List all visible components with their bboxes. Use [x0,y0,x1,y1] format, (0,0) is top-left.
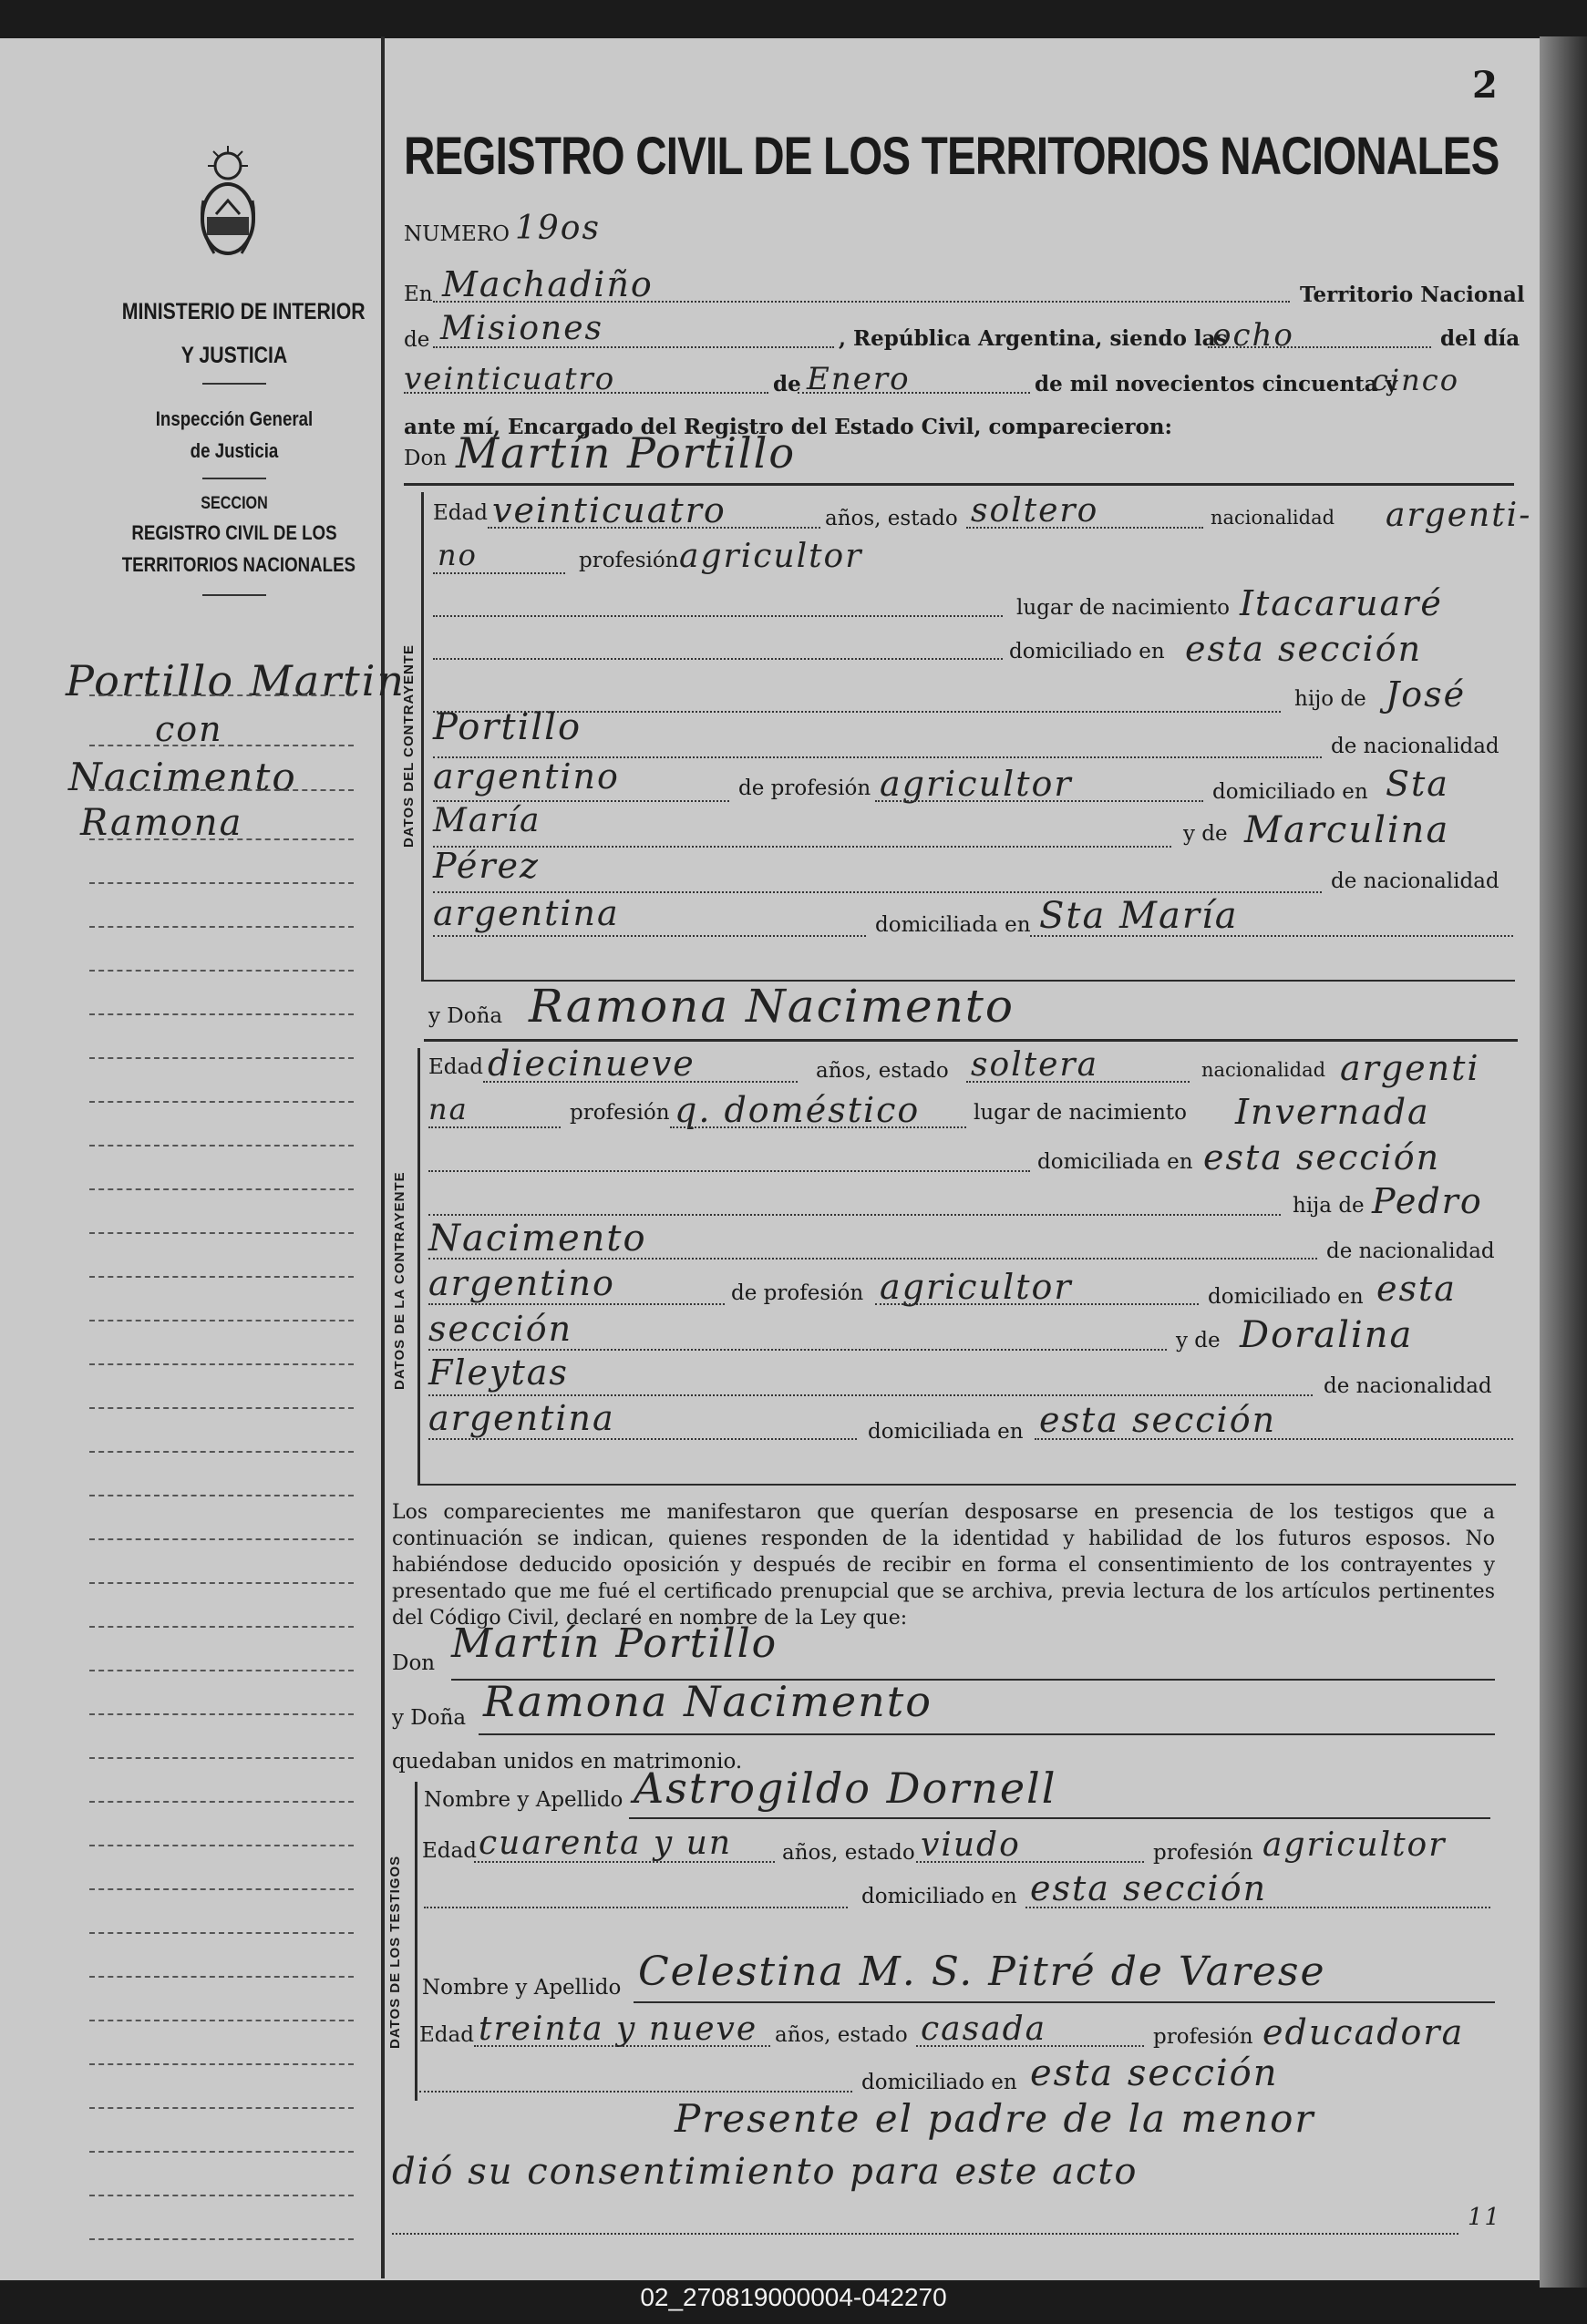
margin-divider [381,36,385,2278]
anos-estado-label: años, estado [782,1841,915,1865]
de-profesion-label: de profesión [738,776,871,800]
margin-rule [89,1626,354,1628]
y-dona-label: y Doña [392,1706,467,1730]
ministry-line-2: Y JUSTICIA [180,343,288,368]
witness2-profesion: educadora [1262,2012,1465,2052]
header-rule [202,594,266,596]
madre-dom-line [1030,935,1513,937]
witness2-edad: treinta y nueve [479,2010,758,2048]
margin-rule [89,1713,354,1715]
page-title: REGISTRO CIVIL DE LOS TERRITORIOS NACIONALES [404,127,1499,186]
groom-padre-a: José [1386,674,1467,715]
witness1-name-rule [629,1817,1490,1819]
edad-label: Edad [428,1055,483,1079]
witness-bracket [415,1782,417,2101]
margin-rule [89,1232,354,1234]
married-dona-rule [479,1733,1495,1735]
padre-prof-line [875,800,1203,802]
y-de-label: y de [1183,822,1228,846]
bride-madre-a: Doralina [1240,1314,1414,1356]
anio-value: cinco [1372,363,1459,397]
blank-line [428,1170,1030,1172]
edad-line [474,1861,775,1863]
groom-nacionalidad-b: no [438,538,478,572]
edad-label: Edad [422,1839,477,1863]
de-nacionalidad-label: de nacionalidad [1326,1239,1495,1263]
padre-prof-line [875,1303,1199,1305]
edad-label: Edad [433,501,488,525]
bride-madre-b: Fleytas [428,1352,569,1393]
padre-nac-line [428,1303,725,1305]
bride-padre-b: Nacimento [428,1218,647,1260]
madre-nac-line [428,1438,857,1440]
numero-label: NUMERO [404,222,510,246]
consent-note-line-2: dió su consentimiento para este acto [392,2151,1139,2193]
mil-label: de mil novecientos cincuenta y [1035,372,1398,396]
margin-rule [89,1451,354,1453]
quedaban-label: quedaban unidos en matrimonio. [392,1750,743,1774]
section-line-2: REGISTRO CIVIL DE LOS [131,521,337,544]
book-binding [1540,36,1587,2288]
hijo-de-label: hijo de [1294,687,1366,711]
section-line-3: TERRITORIOS NACIONALES [121,553,356,576]
margin-rule [89,1145,354,1147]
groom-madre-b: Pérez [433,846,541,886]
bride-madre-nacionalidad: argentina [428,1398,615,1438]
margin-rule [89,1363,354,1365]
bride-padre-a: Pedro [1372,1181,1483,1221]
groom-madre-nacionalidad: argentina [433,893,620,933]
territorio-value: Misiones [440,310,604,347]
groom-padre-nacionalidad: argentino [433,756,620,797]
bride-lugar-nac: Invernada [1235,1092,1430,1132]
numero-value: 19os [515,210,601,247]
domiciliado-en-label: domiciliado en [861,2071,1017,2094]
madre-dom-line [1035,1438,1513,1440]
blank-line [424,1907,848,1908]
de-mes-label: de [773,372,801,396]
nombre-apellido-label: Nombre y Apellido [424,1788,623,1812]
blank-line [419,2091,852,2093]
bride-bracket [417,1048,420,1486]
closing-mark: 11 [1468,2204,1502,2231]
closing-line [392,2233,1458,2235]
margin-rule [89,1976,354,1978]
married-don: Martín Portillo [451,1620,778,1667]
married-dona: Ramona Nacimento [483,1677,933,1726]
profesion-label: profesión [1153,1841,1253,1865]
witness1-name: Astrogildo Dornell [634,1764,1057,1813]
domiciliado-en-label: domiciliado en [861,1885,1017,1908]
margin-note-line-1: Portillo Martin [66,656,407,705]
margin-note-line-4: Ramona [80,802,243,844]
dia-value: veinticuatro [404,361,616,397]
domiciliada-en-label: domiciliada en [1037,1150,1193,1174]
bride-nacionalidad-a: argenti [1340,1048,1480,1088]
blank-line [433,615,1003,617]
nombre-apellido-label: Nombre y Apellido [422,1976,622,2000]
en-label: En [404,283,433,306]
margin-rule [89,1757,354,1759]
profesion-label: profesión [579,549,679,572]
page-number: 2 [1472,64,1498,107]
groom-lugar-nac: Itacaruaré [1240,583,1443,623]
margin-rule [89,1057,354,1059]
margin-rule [89,1407,354,1409]
ministry-line-1: MINISTERIO DE INTERIOR [121,299,366,324]
margin-rule [89,1801,354,1803]
bride-padre-nacionalidad: argentino [428,1263,615,1303]
anos-estado-label: años, estado [825,507,958,530]
bride-madre-domicilio: esta sección [1039,1400,1277,1440]
witness2-estado: casada [921,2010,1047,2048]
inspection-line-2: de Justicia [190,439,279,462]
domiciliado-en-label: domiciliado en [1009,640,1165,663]
margin-rule [89,1538,354,1540]
header-rule [202,383,266,385]
estado-line [916,1861,1144,1863]
margin-rule [89,2063,354,2065]
bride-nacionalidad-b: na [428,1092,469,1126]
margin-rule [89,926,354,928]
margin-rule [89,1495,354,1496]
coat-of-arms-icon [196,146,260,269]
republica-label: , República Argentina, siendo las [839,326,1228,351]
margin-rule [89,1845,354,1846]
witness1-profesion: agricultor [1262,1826,1447,1864]
y-de-label: y de [1176,1329,1221,1352]
bride-padre-profesion: agricultor [880,1267,1073,1307]
nac-line-b [428,1126,561,1128]
don-label: Don [404,447,448,470]
groom-padre-profesion: agricultor [880,764,1073,804]
witness1-estado: viudo [921,1826,1021,1864]
margin-rule [89,694,354,696]
profesion-label: profesión [1153,2025,1253,2049]
groom-estado: soltero [971,492,1099,530]
margin-rule [89,2151,354,2153]
blank-line [433,658,1003,660]
edad-line [474,2045,770,2047]
margin-rule [89,838,354,840]
margin-rule [89,1188,354,1190]
y-dona-label: y Doña [428,1004,503,1028]
blank-line [428,1214,1281,1216]
groom-name: Martín Portillo [456,428,797,478]
margin-rule [89,2107,354,2109]
de-nacionalidad-label: de nacionalidad [1331,735,1499,758]
margin-rule [89,882,354,884]
estado-line [916,2045,1144,2047]
domiciliado-en-label: domiciliado en [1208,1285,1364,1309]
margin-rule [89,789,354,791]
consent-note-line-1: Presente el padre de la menor [675,2096,1315,2141]
groom-bracket [421,492,424,980]
groom-profesion: agricultor [679,538,863,575]
margin-rule [89,1670,354,1671]
witness1-edad: cuarenta y un [479,1825,733,1862]
anos-estado-label: años, estado [775,2023,908,2047]
lugar-nac-label: lugar de nacimiento [1016,596,1230,620]
side-label-bride: DATOS DE LA CONTRAYENTE [392,1171,407,1390]
nac-line-b [433,572,565,574]
nacionalidad-label: nacionalidad [1201,1059,1326,1081]
hija-de-label: hija de [1293,1194,1365,1218]
margin-rule [89,1888,354,1890]
section-line-1: SECCION [201,494,268,513]
witness2-name: Celestina M. S. Pitré de Varese [638,1949,1326,1995]
bride-domicilio: esta sección [1203,1137,1441,1177]
lugar-nac-label: lugar de nacimiento [974,1101,1187,1125]
margin-rule [89,2020,354,2021]
margin-rule [89,745,354,746]
bride-bottom-rule [417,1484,1516,1486]
dom-line [1025,1907,1490,1908]
domicilio-line [433,846,1171,848]
margin-rule [89,2195,354,2196]
margin-rule [89,1101,354,1103]
domicilio-line [428,1349,1167,1351]
bride-estado: soltera [971,1046,1099,1084]
groom-padre-b: Portillo [433,706,582,748]
lugar-value: Machadiño [442,264,654,304]
anos-estado-label: años, estado [816,1059,949,1083]
madre-nac-line [433,935,866,937]
don-label: Don [392,1651,436,1675]
groom-madre-a: Marculina [1244,809,1450,851]
madre-line [428,1394,1313,1396]
bride-edad: diecinueve [488,1044,696,1084]
margin-rule [89,1582,354,1584]
bride-name: Ramona Nacimento [529,980,1015,1033]
prof-line [670,1126,966,1128]
domiciliada-en-label: domiciliada en [875,913,1031,937]
de-nacionalidad-label: de nacionalidad [1324,1374,1492,1398]
bride-profesion: q. doméstico [675,1090,921,1130]
side-label-witnesses: DATOS DE LOS TESTIGOS [387,1855,403,2049]
witness2-name-rule [634,2001,1495,2003]
margin-rule [89,970,354,972]
margin-note-line-3: Nacimento [68,755,297,799]
image-footer-id: 02_270819000004-042270 [640,2283,947,2311]
bride-padre-domicilio-b: sección [428,1309,573,1349]
side-label-groom: DATOS DEL CONTRAYENTE [401,644,417,848]
header-rule [202,478,266,479]
bride-padre-domicilio-a: esta [1376,1269,1457,1309]
margin-note-line-2: con [155,709,223,749]
margin-rule [89,1932,354,1934]
margin-rule [89,1320,354,1321]
mes-value: Enero [807,361,911,397]
de-profesion-label: de profesión [731,1281,864,1305]
declaration-text: Los comparecientes me manifestaron que querían desposarse en presencia de los testigos que a continuación se indican, quienes responden de la identidad y habilidad de los futuros esposos. No habiéndose deducido oposición y después de recibir en forma el consentimiento de los contrayentes y presentado que me fué el certificado prenupcial que se archiva, previa lectura de los artículos pertinentes del Código Civil, declaré en nombre de la Ley que: [392,1501,1495,1630]
groom-edad: veinticuatro [492,490,727,530]
margin-rule [89,2238,354,2240]
edad-label: Edad [419,2023,474,2047]
margin-rule [89,1276,354,1278]
witness2-domicilio: esta sección [1030,2052,1279,2094]
ante-label: ante mí, Encargado del Registro del Estado Civil, comparecieron: [404,415,1172,439]
de-nacionalidad-label: de nacionalidad [1331,869,1499,893]
groom-domicilio: esta sección [1185,629,1423,669]
groom-padre-domicilio-a: Sta [1386,764,1449,804]
bride-name-rule [424,1039,1518,1042]
margin-rule [89,1013,354,1015]
domiciliado-en-label: domiciliado en [1212,780,1368,804]
inspection-line-1: Inspección General [155,407,314,430]
groom-nacionalidad-a: argenti- [1386,497,1532,534]
domiciliada-en-label: domiciliada en [868,1420,1024,1444]
de-label: de [404,328,430,352]
territorio-label: Territorio Nacional [1300,283,1525,307]
witness1-domicilio: esta sección [1030,1868,1268,1908]
nacionalidad-label: nacionalidad [1211,507,1335,529]
groom-name-rule [404,483,1514,486]
groom-padre-domicilio-b: María [433,802,541,839]
hora-value: ocho [1212,317,1294,354]
groom-madre-domicilio: Sta María [1039,895,1239,937]
del-dia-label: del día [1440,326,1520,351]
profesion-label: profesión [570,1101,670,1125]
padre-line [428,1258,1317,1260]
